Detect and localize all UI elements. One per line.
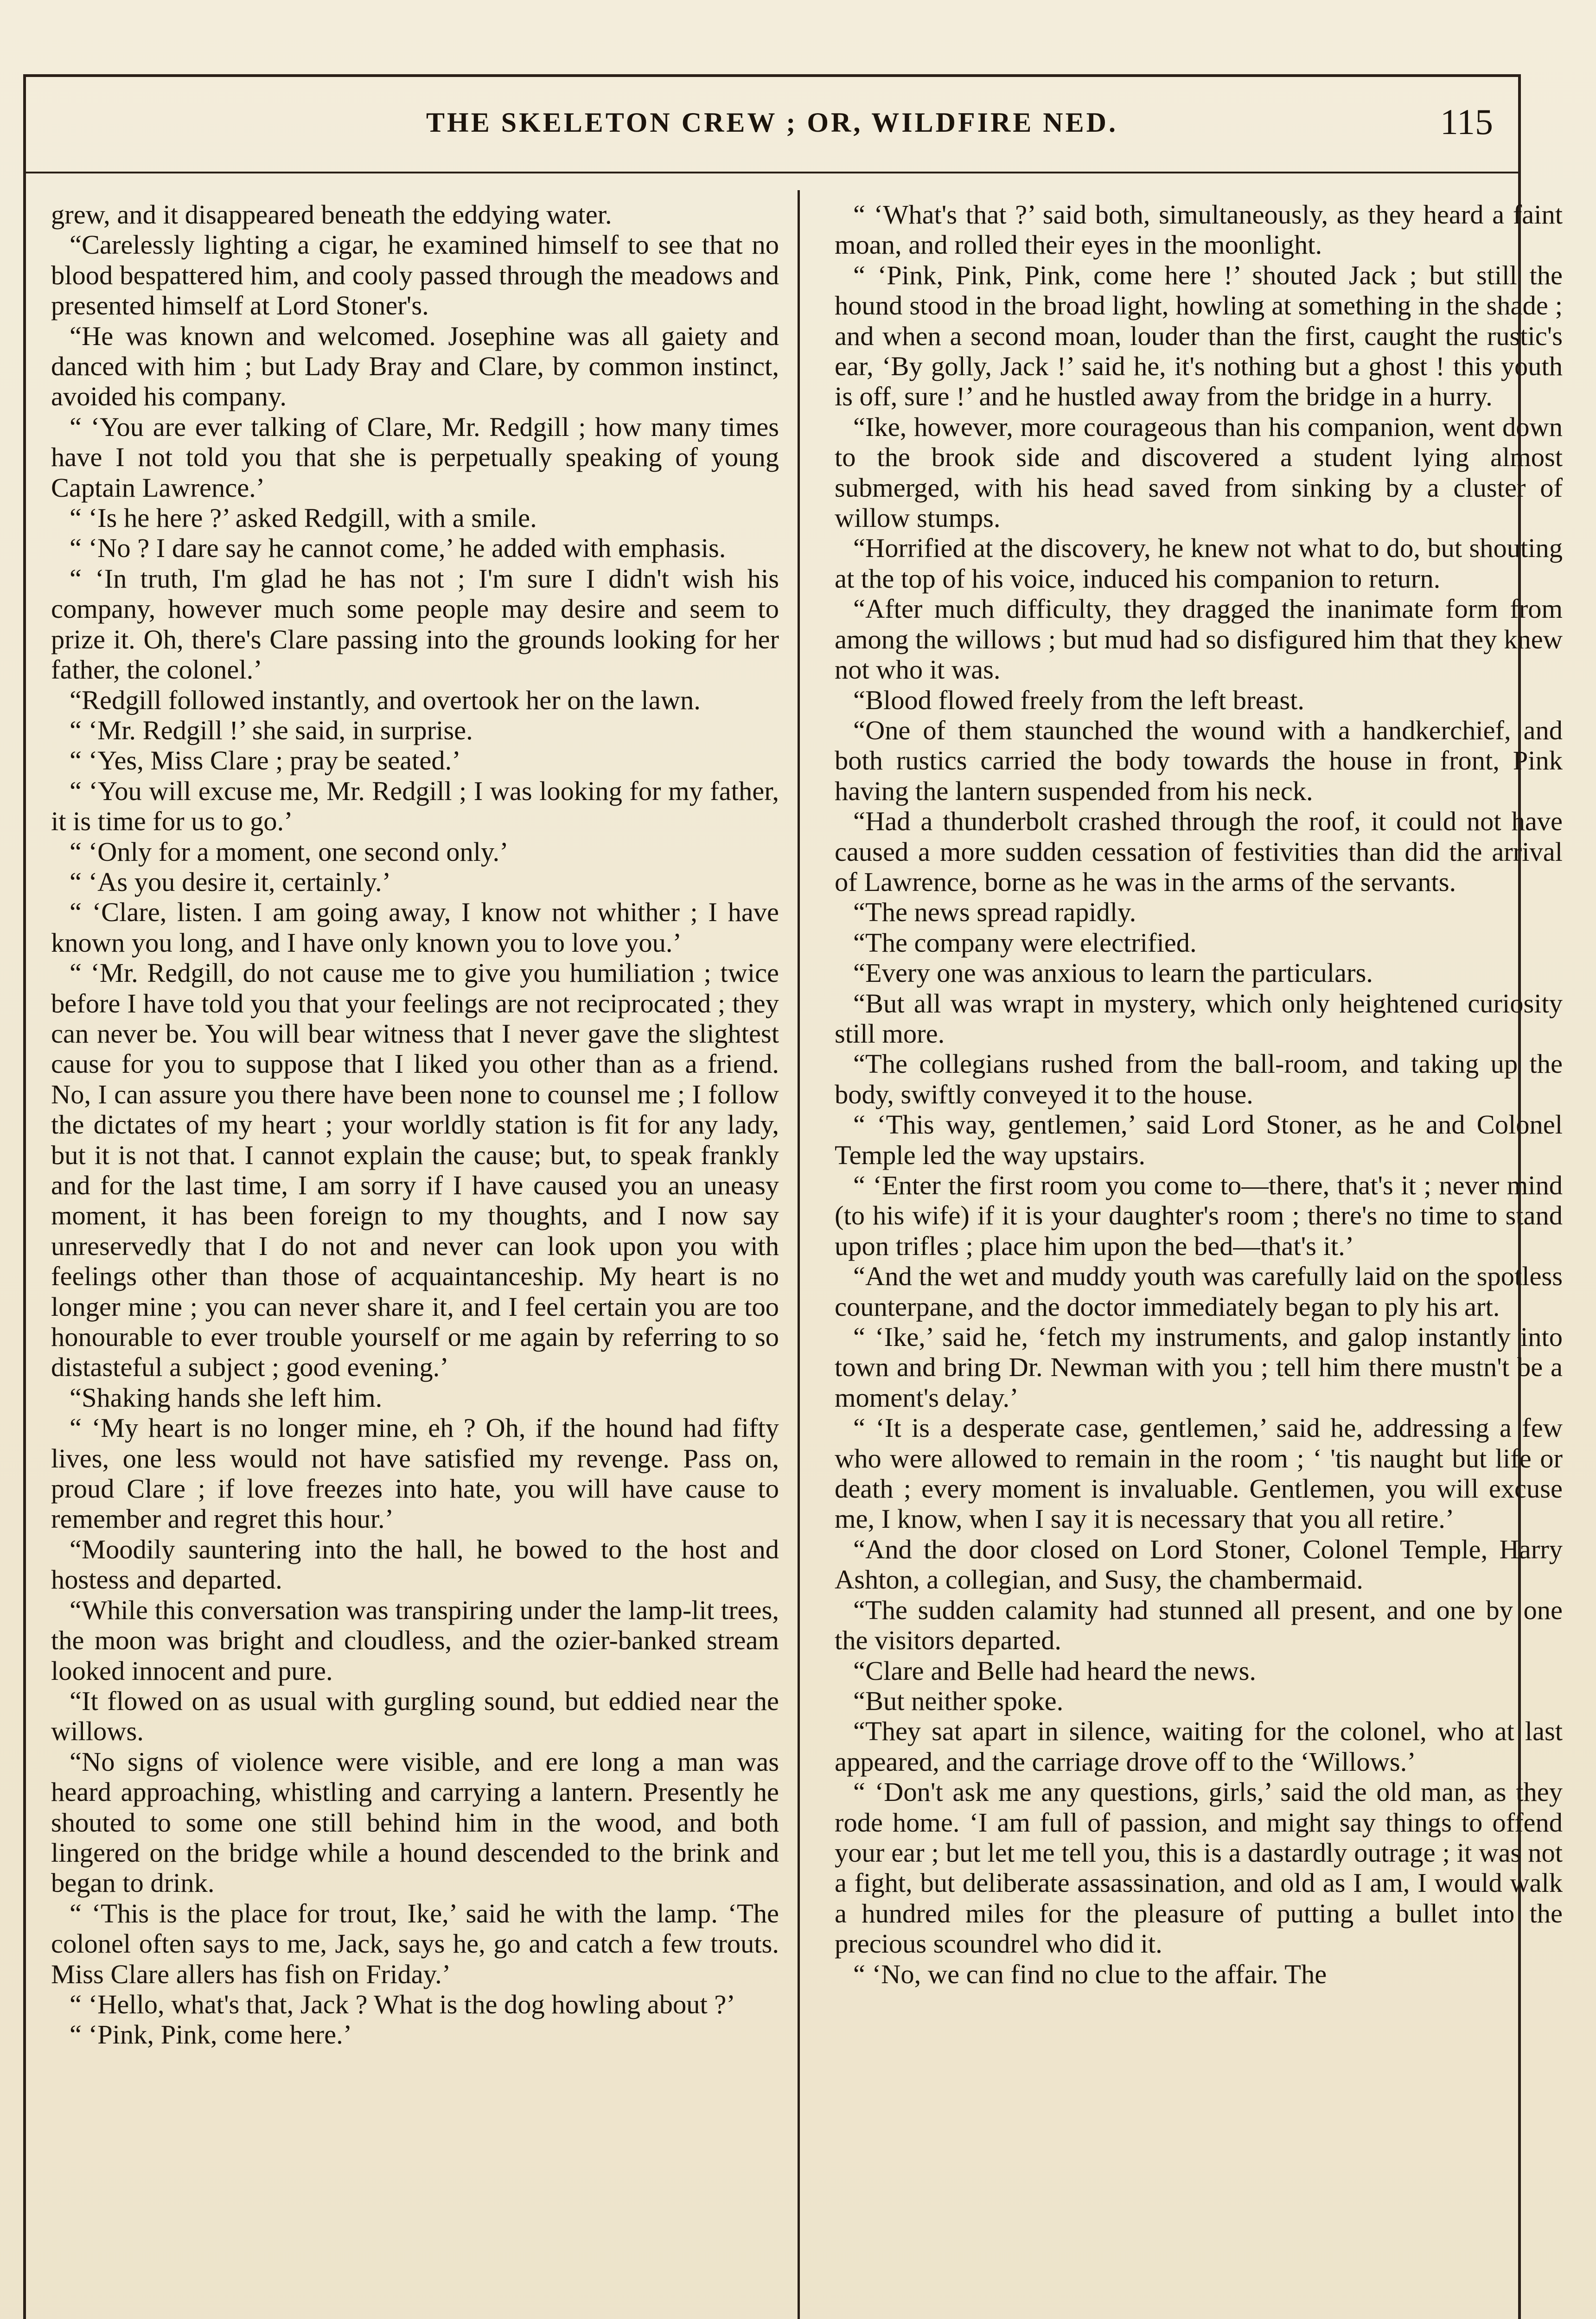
column-divider xyxy=(798,190,800,2319)
paragraph: “Every one was anxious to learn the particulars. xyxy=(853,958,1373,988)
paragraph: “Carelessly lighting a cigar, he examined himself to see that no blood bespattered him, and cooly passed through the meadows and presented himself at Lord Stoner's. xyxy=(51,230,779,321)
paragraph: “He was known and welcomed. Josephine was all gaiety and danced with him ; but Lady Bray and Clare, by common instinct, avoided his company. xyxy=(51,320,779,412)
paragraph: “ ‘Mr. Redgill !’ she said, in surprise. xyxy=(70,715,473,745)
header-rule xyxy=(23,172,1521,173)
paragraph: “But all was wrapt in mystery, which only heightened curiosity still more. xyxy=(835,988,1563,1049)
paragraph: “But neither spoke. xyxy=(853,1685,1064,1716)
paragraph: “Had a thunderbolt crashed through the roof, it could not have caused a more sudden cessation of festivities than did the arrival of Lawrence, borne as he was in the arms of the servants. xyxy=(835,806,1563,897)
paragraph: “ ‘Yes, Miss Clare ; pray be seated.’ xyxy=(70,745,461,776)
paragraph: “After much difficulty, they dragged the inanimate form from among the willows ; but mud had so disfigured him that they knew not who it was. xyxy=(835,594,1563,685)
paragraph: “ ‘Pink, Pink, come here.’ xyxy=(70,2019,352,2050)
paragraph: “ ‘Only for a moment, one second only.’ xyxy=(70,836,509,867)
paragraph: “ ‘Enter the first room you come to—there, that's it ; never mind (to his wife) if it is your daughter's room ; there's no time to stand upon trifles ; place him upon the bed—that's it.’ xyxy=(835,1170,1563,1261)
paragraph: “The collegians rushed from the ball-room, and taking up the body, swiftly conveyed it to the house. xyxy=(835,1049,1563,1109)
paragraph: “It flowed on as usual with gurgling sound, but eddied near the willows. xyxy=(51,1685,779,1747)
paragraph: “ ‘What's that ?’ said both, simultaneously, as they heard a faint moan, and rolled their eyes in the moonlight. xyxy=(835,199,1563,260)
paragraph: “And the door closed on Lord Stoner, Colonel Temple, Harry Ashton, a collegian, and Susy, the chambermaid. xyxy=(835,1534,1563,1595)
paragraph: “ ‘Is he here ?’ asked Redgill, with a smile. xyxy=(70,503,537,533)
paragraph: grew, and it disappeared beneath the eddying water. xyxy=(51,199,612,230)
paragraph: “The sudden calamity had stunned all present, and one by one the visitors departed. xyxy=(835,1595,1563,1656)
page-number: 115 xyxy=(1440,102,1493,142)
paragraph: “ ‘You will excuse me, Mr. Redgill ; I was looking for my father, it is time for us to go.’ xyxy=(51,775,779,837)
paragraph: “ ‘You are ever talking of Clare, Mr. Redgill ; how many times have I not told you that she is perpetually speaking of young Captain Lawrence.’ xyxy=(51,411,779,503)
paragraph: “While this conversation was transpiring under the lamp-lit trees, the moon was bright and cloudless, and the ozier-banked stream looked innocent and pure. xyxy=(51,1595,779,1686)
page-header xyxy=(23,93,1521,162)
paragraph: “ ‘No, we can find no clue to the affair. The xyxy=(853,1959,1327,1989)
paragraph: “ ‘Mr. Redgill, do not cause me to give you humiliation ; twice before I have told you that your feelings are not reciprocated ; they can never be. You will bear witness that I never gave the slightest cause for you to suppose that I liked you other than as a friend. No, I can assure you there have been none to counsel me ; I follow the dictates of my heart ; your worldly station is fit for any lady, but it is not that. I cannot explain the cause; but, to speak frankly and for the last time, I am sorry if I have caused you an uneasy moment, it has been foreign to my thoughts, and I now say unreservedly that I do not and never can look upon you with feelings other than those of acquaintanceship. My heart is no longer mine ; you can never share it, and I feel certain you are too honourable to ever trouble yourself or me again by referring to so distasteful a subject ; good evening.’ xyxy=(51,958,779,1383)
paragraph: “Blood flowed freely from the left breast. xyxy=(853,685,1305,715)
paragraph: “ ‘This way, gentlemen,’ said Lord Stoner, as he and Colonel Temple led the way upstairs. xyxy=(835,1109,1563,1170)
running-title: THE SKELETON CREW ; OR, WILDFIRE NED. xyxy=(426,107,1118,138)
paragraph: “Horrified at the discovery, he knew not what to do, but shouting at the top of his voice, induced his companion to return. xyxy=(835,533,1563,594)
left-text-column xyxy=(51,199,779,2319)
paragraph: “And the wet and muddy youth was carefully laid on the spotless counterpane, and the doctor immediately began to ply his art. xyxy=(835,1261,1563,1322)
paragraph: “Clare and Belle had heard the news. xyxy=(853,1655,1257,1686)
paragraph: “ ‘No ? I dare say he cannot come,’ he added with emphasis. xyxy=(70,533,726,564)
paragraph: “ ‘As you desire it, certainly.’ xyxy=(70,866,391,897)
paragraph: “Ike, however, more courageous than his companion, went down to the brook side and discovered a student lying almost submerged, with his head saved from sinking by a cluster of willow stumps. xyxy=(835,411,1563,533)
paragraph: “No signs of violence were visible, and ere long a man was heard approaching, whistling and carrying a lantern. Presently he shouted to some one still behind him in the wood, and both lingered on the bridge while a hound descended to the brink and began to drink. xyxy=(51,1746,779,1898)
paragraph: “Moodily sauntering into the hall, he bowed to the host and hostess and departed. xyxy=(51,1534,779,1595)
paragraph: “They sat apart in silence, waiting for the colonel, who at last appeared, and the carriage drove off to the ‘Willows.’ xyxy=(835,1716,1563,1777)
paragraph: “The company were electrified. xyxy=(853,927,1197,958)
paragraph: “ ‘In truth, I'm glad he has not ; I'm sure I didn't wish his company, however much some people may desire and seem to prize it. Oh, there's Clare passing into the grounds looking for her father, the colonel.’ xyxy=(51,563,779,685)
paragraph: “ ‘Ike,’ said he, ‘fetch my instruments, and galop instantly into town and bring Dr. Newman with you ; tell him there mustn't be a moment's delay.’ xyxy=(835,1322,1563,1413)
paragraph: “ ‘Hello, what's that, Jack ? What is the dog howling about ?’ xyxy=(70,1989,735,2019)
paragraph: “The news spread rapidly. xyxy=(853,897,1136,928)
paragraph: “One of them staunched the wound with a handkerchief, and both rustics carried the body towards the house in front, Pink having the lantern suspended from his neck. xyxy=(835,715,1563,806)
paragraph: “Shaking hands she left him. xyxy=(70,1382,383,1413)
paragraph: “ ‘It is a desperate case, gentlemen,’ said he, addressing a few who were allowed to remain in the room ; ‘ 'tis naught but life or death ; every moment is invaluable. Gentlemen, you will excuse me, I know, when I say it is necessary that you all retire.’ xyxy=(835,1413,1563,1534)
paragraph: “Redgill followed instantly, and overtook her on the lawn. xyxy=(70,685,701,715)
paragraph: “ ‘This is the place for trout, Ike,’ said he with the lamp. ‘The colonel often says to me, Jack, says he, go and catch a few trouts. Miss Clare allers has fish on Friday.’ xyxy=(51,1898,779,1989)
paragraph: “ ‘Clare, listen. I am going away, I know not whither ; I have known you long, and I have only known you to love you.’ xyxy=(51,897,779,958)
paragraph: “ ‘Pink, Pink, Pink, come here !’ shouted Jack ; but still the hound stood in the broad light, howling at something in the shade ; and when a second moan, louder than the first, caught the rustic's ear, ‘By golly, Jack !’ said he, it's nothing but a ghost ! this youth is off, sure !’ and he hustled away from the bridge in a hurry. xyxy=(835,260,1563,412)
paragraph: “ ‘Don't ask me any questions, girls,’ said the old man, as they rode home. ‘I am full of passion, and might say things to offend your ear ; but let me tell you, this is a dastardly outrage ; it was not a fight, but deliberate assassination, and old as I am, I would walk a hundred miles for the pleasure of putting a bullet into the precious scoundrel who did it. xyxy=(835,1777,1563,1959)
right-text-column xyxy=(835,199,1563,2319)
paragraph: “ ‘My heart is no longer mine, eh ? Oh, if the hound had fifty lives, one less would not have satisfied my revenge. Pass on, proud Clare ; if love freezes into hate, you will have cause to remember and regret this hour.’ xyxy=(51,1413,779,1534)
